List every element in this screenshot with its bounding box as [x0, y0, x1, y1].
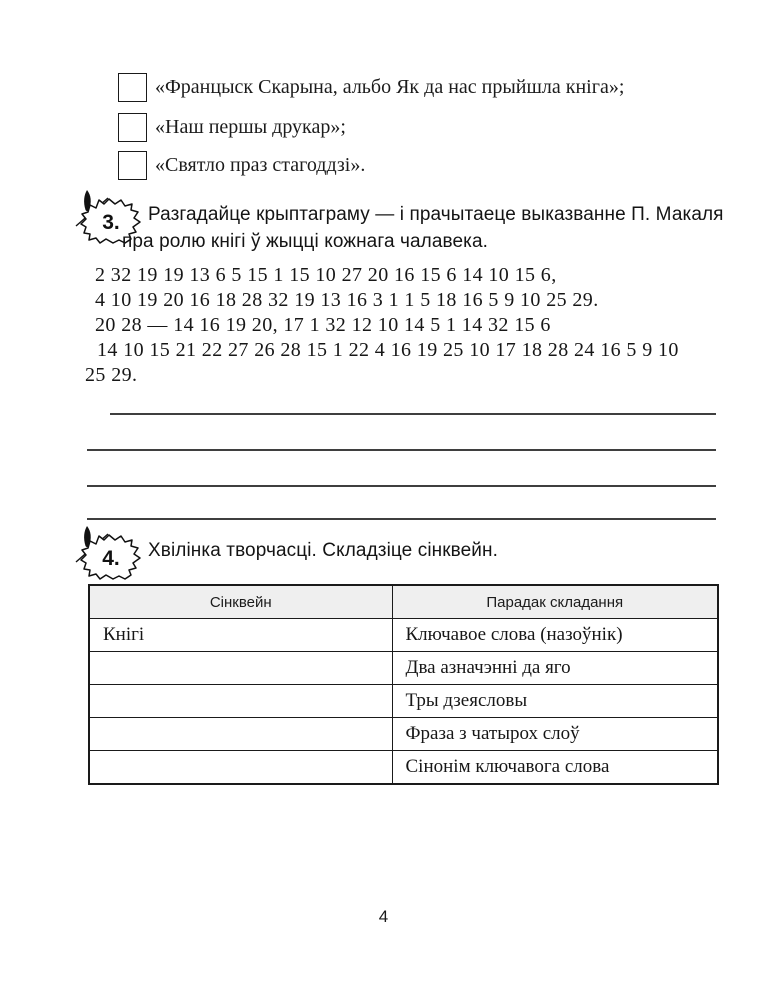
title-option-row [118, 112, 346, 143]
title-option-label: «Францыск Скарына, альбо Як да нас прыйшла кніга»; [155, 76, 625, 98]
table-row [89, 718, 718, 751]
title-option-label: «Наш першы друкар»; [155, 116, 346, 138]
task3-instruction-line1: Разгадайце крыптаграму — і прачытаеце выказванне П. Макаля [148, 204, 724, 225]
task3-number: 3. [102, 211, 120, 234]
table-header-order: Парадак складання [392, 585, 718, 619]
cryptogram-line: 4 10 19 20 16 18 28 32 19 13 16 3 1 1 5 18 16 5 9 10 25 29. [95, 289, 599, 311]
sinkwein-table [88, 584, 719, 785]
order-cell: Ключавое слова (назоўнік) [392, 619, 718, 652]
sinkwein-cell-empty[interactable] [89, 685, 392, 718]
cryptogram-line: 25 29. [85, 364, 138, 386]
table-row [89, 619, 718, 652]
title-option-row [118, 150, 365, 181]
table-row [89, 652, 718, 685]
table-header-row [89, 585, 718, 619]
table-row [89, 751, 718, 785]
answer-writing-line[interactable] [87, 449, 716, 451]
task4-instruction: Хвілінка творчасці. Складзіце сінквейн. [148, 540, 498, 561]
cryptogram-line: 20 28 — 14 16 19 20, 17 1 32 12 10 14 5 1 14 32 15 6 [95, 314, 551, 336]
cryptogram-line: 14 10 15 21 22 27 26 28 15 1 22 4 16 19 25 10 17 18 28 24 16 5 9 10 [97, 339, 679, 361]
title-option-checkbox[interactable] [118, 73, 147, 102]
answer-writing-line[interactable] [87, 485, 716, 487]
sinkwein-cell-empty[interactable] [89, 751, 392, 785]
order-cell: Тры дзеясловы [392, 685, 718, 718]
task4-number: 4. [102, 547, 120, 570]
sinkwein-cell: Кнігі [89, 619, 392, 652]
sinkwein-cell-empty[interactable] [89, 718, 392, 751]
cryptogram-line: 2 32 19 19 13 6 5 15 1 15 10 27 20 16 15 6 14 10 15 6, [95, 264, 557, 286]
answer-writing-line[interactable] [110, 413, 716, 415]
title-option-checkbox[interactable] [118, 113, 147, 142]
title-option-label: «Святло праз стагоддзі». [155, 154, 366, 176]
table-row [89, 685, 718, 718]
table-header-sinkwein: Сінквейн [89, 585, 392, 619]
order-cell: Фраза з чатырох слоў [392, 718, 718, 751]
order-cell: Сінонім ключавога слова [392, 751, 718, 785]
page-number: 4 [378, 907, 389, 926]
title-option-checkbox[interactable] [118, 151, 147, 180]
task3-instruction-line2: пра ролю кнігі ў жыцці кожнага чалавека. [122, 231, 489, 252]
title-option-row [118, 72, 624, 103]
order-cell: Два азначэнні да яго [392, 652, 718, 685]
answer-writing-line[interactable] [87, 518, 716, 520]
belarus-map-pen-icon [74, 524, 148, 586]
sinkwein-cell-empty[interactable] [89, 652, 392, 685]
